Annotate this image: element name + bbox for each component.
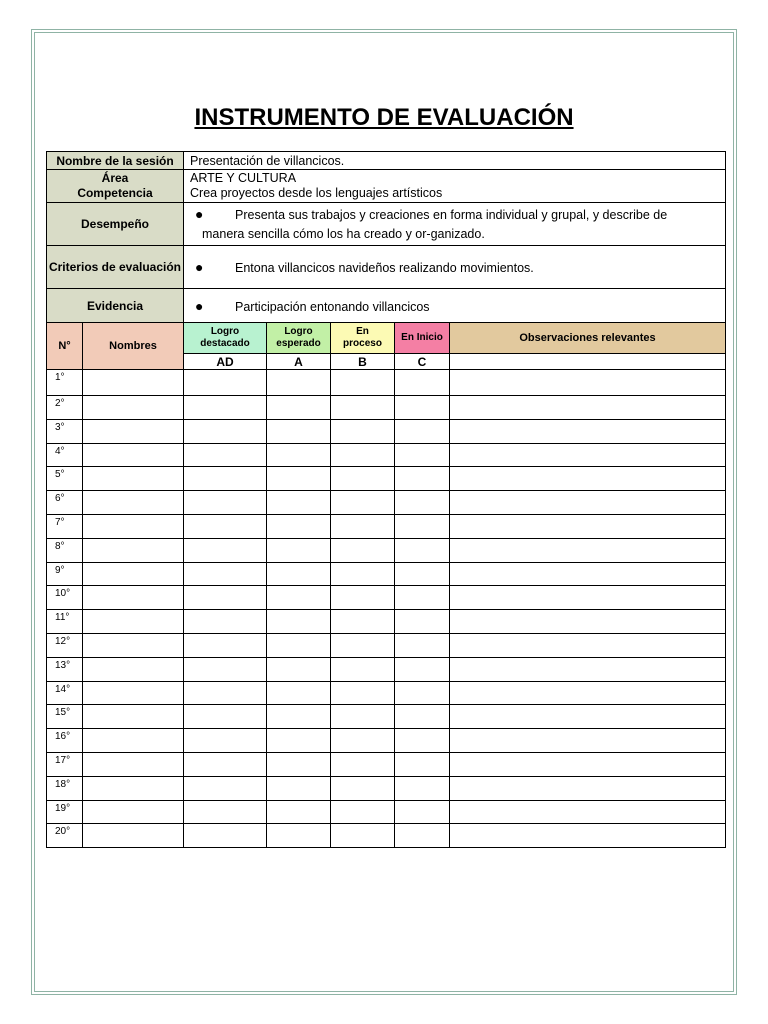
table-row xyxy=(47,752,726,776)
nombre-cell[interactable] xyxy=(83,396,184,420)
header-nombres: Nombres xyxy=(83,323,184,370)
evidencia-text: Participación entonando villancicos xyxy=(235,299,430,314)
observaciones-cell[interactable] xyxy=(450,538,726,562)
nombre-cell[interactable] xyxy=(83,443,184,467)
c-cell[interactable] xyxy=(395,752,450,776)
ad-cell[interactable] xyxy=(184,633,267,657)
a-cell[interactable] xyxy=(267,514,331,538)
c-cell[interactable] xyxy=(395,705,450,729)
row-number: 1° xyxy=(47,370,83,396)
observaciones-cell[interactable] xyxy=(450,419,726,443)
row-number: 3° xyxy=(47,419,83,443)
competencia-label: Competencia xyxy=(77,186,153,200)
row-number: 7° xyxy=(47,514,83,538)
ad-cell[interactable] xyxy=(184,824,267,848)
row-number: 5° xyxy=(47,467,83,491)
header-observaciones: Observaciones relevantes xyxy=(450,323,726,354)
table-row xyxy=(47,443,726,467)
b-cell[interactable] xyxy=(331,443,395,467)
ad-cell[interactable] xyxy=(184,370,267,396)
b-cell[interactable] xyxy=(331,633,395,657)
b-cell[interactable] xyxy=(331,491,395,515)
criterios-label: Criterios de evaluación xyxy=(47,246,184,289)
b-cell[interactable] xyxy=(331,538,395,562)
criterios-text: Entona villancicos navideños realizando movimientos. xyxy=(235,261,534,275)
b-cell[interactable] xyxy=(331,467,395,491)
c-cell[interactable] xyxy=(395,776,450,800)
nombre-cell[interactable] xyxy=(83,419,184,443)
c-cell[interactable] xyxy=(395,467,450,491)
table-row xyxy=(47,800,726,824)
ad-cell[interactable] xyxy=(184,586,267,610)
a-cell[interactable] xyxy=(267,681,331,705)
nombre-cell[interactable] xyxy=(83,586,184,610)
a-cell[interactable] xyxy=(267,562,331,586)
header-en-proceso: En proceso xyxy=(331,323,395,354)
observaciones-cell[interactable] xyxy=(450,657,726,681)
c-cell[interactable] xyxy=(395,562,450,586)
a-cell[interactable] xyxy=(267,776,331,800)
ad-cell[interactable] xyxy=(184,396,267,420)
level-b: B xyxy=(331,354,395,370)
row-number: 16° xyxy=(47,729,83,753)
row-number: 15° xyxy=(47,705,83,729)
grid-body xyxy=(47,370,726,848)
ad-cell[interactable] xyxy=(184,729,267,753)
c-cell[interactable] xyxy=(395,538,450,562)
area-label: Área xyxy=(101,171,129,185)
row-number: 18° xyxy=(47,776,83,800)
competencia-value: Crea proyectos desde los lenguajes artísticos xyxy=(190,186,443,200)
a-cell[interactable] xyxy=(267,443,331,467)
header-logro-destacado: Logro destacado xyxy=(184,323,267,354)
row-number: 2° xyxy=(47,396,83,420)
observaciones-cell[interactable] xyxy=(450,752,726,776)
observaciones-cell[interactable] xyxy=(450,824,726,848)
a-cell[interactable] xyxy=(267,610,331,634)
bullet-icon: ● xyxy=(195,205,204,222)
b-cell[interactable] xyxy=(331,729,395,753)
bullet-icon: ● xyxy=(195,259,204,275)
row-number: 10° xyxy=(47,586,83,610)
table-row xyxy=(47,514,726,538)
a-cell[interactable] xyxy=(267,657,331,681)
row-number: 13° xyxy=(47,657,83,681)
observaciones-cell[interactable] xyxy=(450,800,726,824)
a-cell[interactable] xyxy=(267,586,331,610)
nombre-cell[interactable] xyxy=(83,824,184,848)
nombre-cell[interactable] xyxy=(83,681,184,705)
area-competencia-label xyxy=(47,170,184,203)
b-cell[interactable] xyxy=(331,752,395,776)
ad-cell[interactable] xyxy=(184,491,267,515)
a-cell[interactable] xyxy=(267,633,331,657)
row-number: 17° xyxy=(47,752,83,776)
b-cell[interactable] xyxy=(331,419,395,443)
ad-cell[interactable] xyxy=(184,419,267,443)
table-row xyxy=(47,538,726,562)
observaciones-cell[interactable] xyxy=(450,776,726,800)
table-row xyxy=(47,467,726,491)
c-cell[interactable] xyxy=(395,419,450,443)
observaciones-cell[interactable] xyxy=(450,443,726,467)
table-row xyxy=(47,705,726,729)
a-cell[interactable] xyxy=(267,729,331,753)
a-cell[interactable] xyxy=(267,396,331,420)
b-cell[interactable] xyxy=(331,824,395,848)
level-obs-blank xyxy=(450,354,726,370)
bullet-icon: ● xyxy=(195,297,204,314)
c-cell[interactable] xyxy=(395,610,450,634)
table-row xyxy=(47,562,726,586)
area-value: ARTE Y CULTURA xyxy=(190,171,297,185)
a-cell[interactable] xyxy=(267,705,331,729)
nombre-cell[interactable] xyxy=(83,370,184,396)
b-cell[interactable] xyxy=(331,370,395,396)
desempeno-label: Desempeño xyxy=(47,203,184,246)
header-en-inicio: En Inicio xyxy=(395,323,450,354)
session-label: Nombre de la sesión xyxy=(47,152,184,170)
nombre-cell[interactable] xyxy=(83,538,184,562)
nombre-cell[interactable] xyxy=(83,514,184,538)
observaciones-cell[interactable] xyxy=(450,370,726,396)
row-number: 20° xyxy=(47,824,83,848)
c-cell[interactable] xyxy=(395,491,450,515)
c-cell[interactable] xyxy=(395,514,450,538)
row-number: 14° xyxy=(47,681,83,705)
b-cell[interactable] xyxy=(331,586,395,610)
observaciones-cell[interactable] xyxy=(450,610,726,634)
evaluation-grid xyxy=(46,322,726,848)
b-cell[interactable] xyxy=(331,562,395,586)
c-cell[interactable] xyxy=(395,633,450,657)
nombre-cell[interactable] xyxy=(83,610,184,634)
observaciones-cell[interactable] xyxy=(450,396,726,420)
nombre-cell[interactable] xyxy=(83,800,184,824)
level-ad: AD xyxy=(184,354,267,370)
nombre-cell[interactable] xyxy=(83,657,184,681)
b-cell[interactable] xyxy=(331,396,395,420)
criterios-value xyxy=(184,246,726,289)
table-row xyxy=(47,586,726,610)
b-cell[interactable] xyxy=(331,681,395,705)
row-number: 12° xyxy=(47,633,83,657)
a-cell[interactable] xyxy=(267,491,331,515)
observaciones-cell[interactable] xyxy=(450,562,726,586)
c-cell[interactable] xyxy=(395,729,450,753)
row-number: 11° xyxy=(47,610,83,634)
row-number: 9° xyxy=(47,562,83,586)
a-cell[interactable] xyxy=(267,538,331,562)
ad-cell[interactable] xyxy=(184,705,267,729)
table-row xyxy=(47,370,726,396)
ad-cell[interactable] xyxy=(184,443,267,467)
nombre-cell[interactable] xyxy=(83,752,184,776)
nombre-cell[interactable] xyxy=(83,776,184,800)
row-number: 19° xyxy=(47,800,83,824)
c-cell[interactable] xyxy=(395,396,450,420)
c-cell[interactable] xyxy=(395,800,450,824)
session-info-table xyxy=(46,151,726,323)
c-cell[interactable] xyxy=(395,681,450,705)
table-row xyxy=(47,396,726,420)
desempeno-line2: manera sencilla cómo los ha creado y or-ganizado. xyxy=(202,226,485,241)
nombre-cell[interactable] xyxy=(83,562,184,586)
c-cell[interactable] xyxy=(395,824,450,848)
evidencia-value xyxy=(184,289,726,323)
row-number: 8° xyxy=(47,538,83,562)
b-cell[interactable] xyxy=(331,776,395,800)
ad-cell[interactable] xyxy=(184,681,267,705)
document-title: INSTRUMENTO DE EVALUACIÓN xyxy=(194,104,574,131)
ad-cell[interactable] xyxy=(184,562,267,586)
desempeno-line1: Presenta sus trabajos y creaciones en forma individual y grupal, y describe de xyxy=(235,207,668,222)
observaciones-cell[interactable] xyxy=(450,729,726,753)
observaciones-cell[interactable] xyxy=(450,633,726,657)
row-number: 6° xyxy=(47,491,83,515)
b-cell[interactable] xyxy=(331,657,395,681)
table-row xyxy=(47,419,726,443)
a-cell[interactable] xyxy=(267,800,331,824)
ad-cell[interactable] xyxy=(184,467,267,491)
table-row xyxy=(47,729,726,753)
b-cell[interactable] xyxy=(331,800,395,824)
observaciones-cell[interactable] xyxy=(450,705,726,729)
table-row xyxy=(47,681,726,705)
observaciones-cell[interactable] xyxy=(450,586,726,610)
ad-cell[interactable] xyxy=(184,610,267,634)
ad-cell[interactable] xyxy=(184,514,267,538)
b-cell[interactable] xyxy=(331,705,395,729)
table-row xyxy=(47,633,726,657)
a-cell[interactable] xyxy=(267,370,331,396)
ad-cell[interactable] xyxy=(184,800,267,824)
a-cell[interactable] xyxy=(267,419,331,443)
evidencia-label: Evidencia xyxy=(47,289,184,323)
observaciones-cell[interactable] xyxy=(450,514,726,538)
observaciones-cell[interactable] xyxy=(450,467,726,491)
a-cell[interactable] xyxy=(267,467,331,491)
observaciones-cell[interactable] xyxy=(450,491,726,515)
ad-cell[interactable] xyxy=(184,752,267,776)
nombre-cell[interactable] xyxy=(83,633,184,657)
b-cell[interactable] xyxy=(331,610,395,634)
row-number: 4° xyxy=(47,443,83,467)
table-row xyxy=(47,610,726,634)
nombre-cell[interactable] xyxy=(83,705,184,729)
level-a: A xyxy=(267,354,331,370)
nombre-cell[interactable] xyxy=(83,729,184,753)
area-competencia-value xyxy=(184,170,726,203)
session-value: Presentación de villancicos. xyxy=(184,152,726,170)
c-cell[interactable] xyxy=(395,657,450,681)
a-cell[interactable] xyxy=(267,824,331,848)
a-cell[interactable] xyxy=(267,752,331,776)
observaciones-cell[interactable] xyxy=(450,681,726,705)
table-row xyxy=(47,491,726,515)
ad-cell[interactable] xyxy=(184,538,267,562)
desempeno-value xyxy=(184,203,726,246)
c-cell[interactable] xyxy=(395,586,450,610)
header-logro-esperado: Logro esperado xyxy=(267,323,331,354)
level-c: C xyxy=(395,354,450,370)
table-row xyxy=(47,657,726,681)
table-row xyxy=(47,776,726,800)
header-num: N° xyxy=(47,323,83,370)
b-cell[interactable] xyxy=(331,514,395,538)
c-cell[interactable] xyxy=(395,443,450,467)
nombre-cell[interactable] xyxy=(83,467,184,491)
nombre-cell[interactable] xyxy=(83,491,184,515)
ad-cell[interactable] xyxy=(184,657,267,681)
ad-cell[interactable] xyxy=(184,776,267,800)
c-cell[interactable] xyxy=(395,370,450,396)
table-row xyxy=(47,824,726,848)
